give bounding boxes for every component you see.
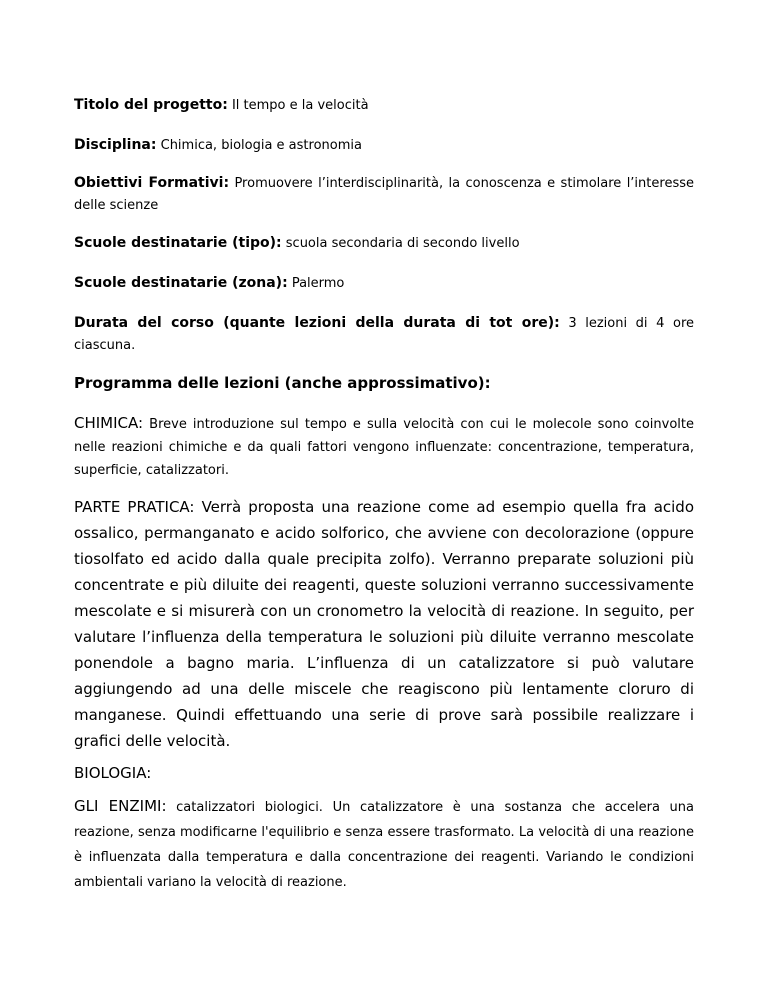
field-label: Obiettivi Formativi: [74, 175, 230, 191]
field-scuole-tipo [74, 230, 694, 257]
parte-pratica-paragraph: PARTE PRATICA: Verrà proposta una reazione come ad esempio quella fra acido ossalico, permanganato e acido solforico, che avviene con decolorazione (oppure tiosolfato ed acido dalla quale precipita zolfo). Verranno preparate soluzioni più concentrate e più diluite dei reagenti, queste soluzioni verranno successivamente mescolate e si misurerà con un cronometro la velocità di reazione. In seguito, per valutare l’influenza della temperatura le soluzioni più diluite verranno mescolate ponendole a bagno maria. L’influenza di un catalizzatore si può valutare aggiungendo ad una delle miscele che reagiscono più lentamente cloruro di manganese. Quindi effettuando una serie di prove sarà possibile realizzare i grafici delle velocità. [74, 498, 694, 750]
enzimi-paragraph [74, 794, 694, 895]
field-obiettivi [74, 172, 694, 217]
field-label: Disciplina: [74, 137, 157, 153]
field-disciplina [74, 132, 694, 159]
program-heading: Programma delle lezioni (anche approssimativo): [74, 374, 491, 392]
enzimi-lead: GLI ENZIMI: [74, 797, 167, 815]
field-scuole-zona [74, 270, 694, 297]
field-value: Promuovere l’interdisciplinarità, la conoscenza e stimolare l’interesse delle scienze [74, 176, 694, 213]
field-label: Scuole destinatarie (zona): [74, 275, 288, 291]
field-value: Il tempo e la velocità [227, 98, 369, 113]
field-titolo [74, 92, 694, 119]
field-label: Scuole destinatarie (tipo): [74, 235, 282, 251]
field-label: Durata del corso (quante lezioni della durata di tot ore): [74, 315, 560, 331]
field-label: Titolo del progetto: [74, 97, 228, 113]
chimica-paragraph [74, 412, 694, 482]
field-value: 3 lezioni di 4 ore ciascuna. [74, 316, 694, 353]
chimica-lead: CHIMICA: [74, 414, 144, 432]
field-durata [74, 312, 694, 357]
field-value: Palermo [287, 276, 345, 291]
chimica-text: Breve introduzione sul tempo e sulla velocità con cui le molecole sono coinvolte nelle reazioni chimiche e da quali fattori vengono influenzate: concentrazione, temperatura, superficie, catalizzatori. [74, 417, 694, 478]
biologia-heading: BIOLOGIA: [74, 764, 152, 782]
field-value: Chimica, biologia e astronomia [156, 138, 362, 153]
field-value: scuola secondaria di secondo livello [281, 236, 520, 251]
enzimi-text: catalizzatori biologici. Un catalizzatore è una sostanza che accelera una reazione, senza modificarne l'equilibrio e senza essere trasformato. La velocità di una reazione è influenzata dalla temperatura e dalla concentrazione dei reagenti. Variando le condizioni ambientali variano la velocità di reazione. [74, 800, 694, 890]
